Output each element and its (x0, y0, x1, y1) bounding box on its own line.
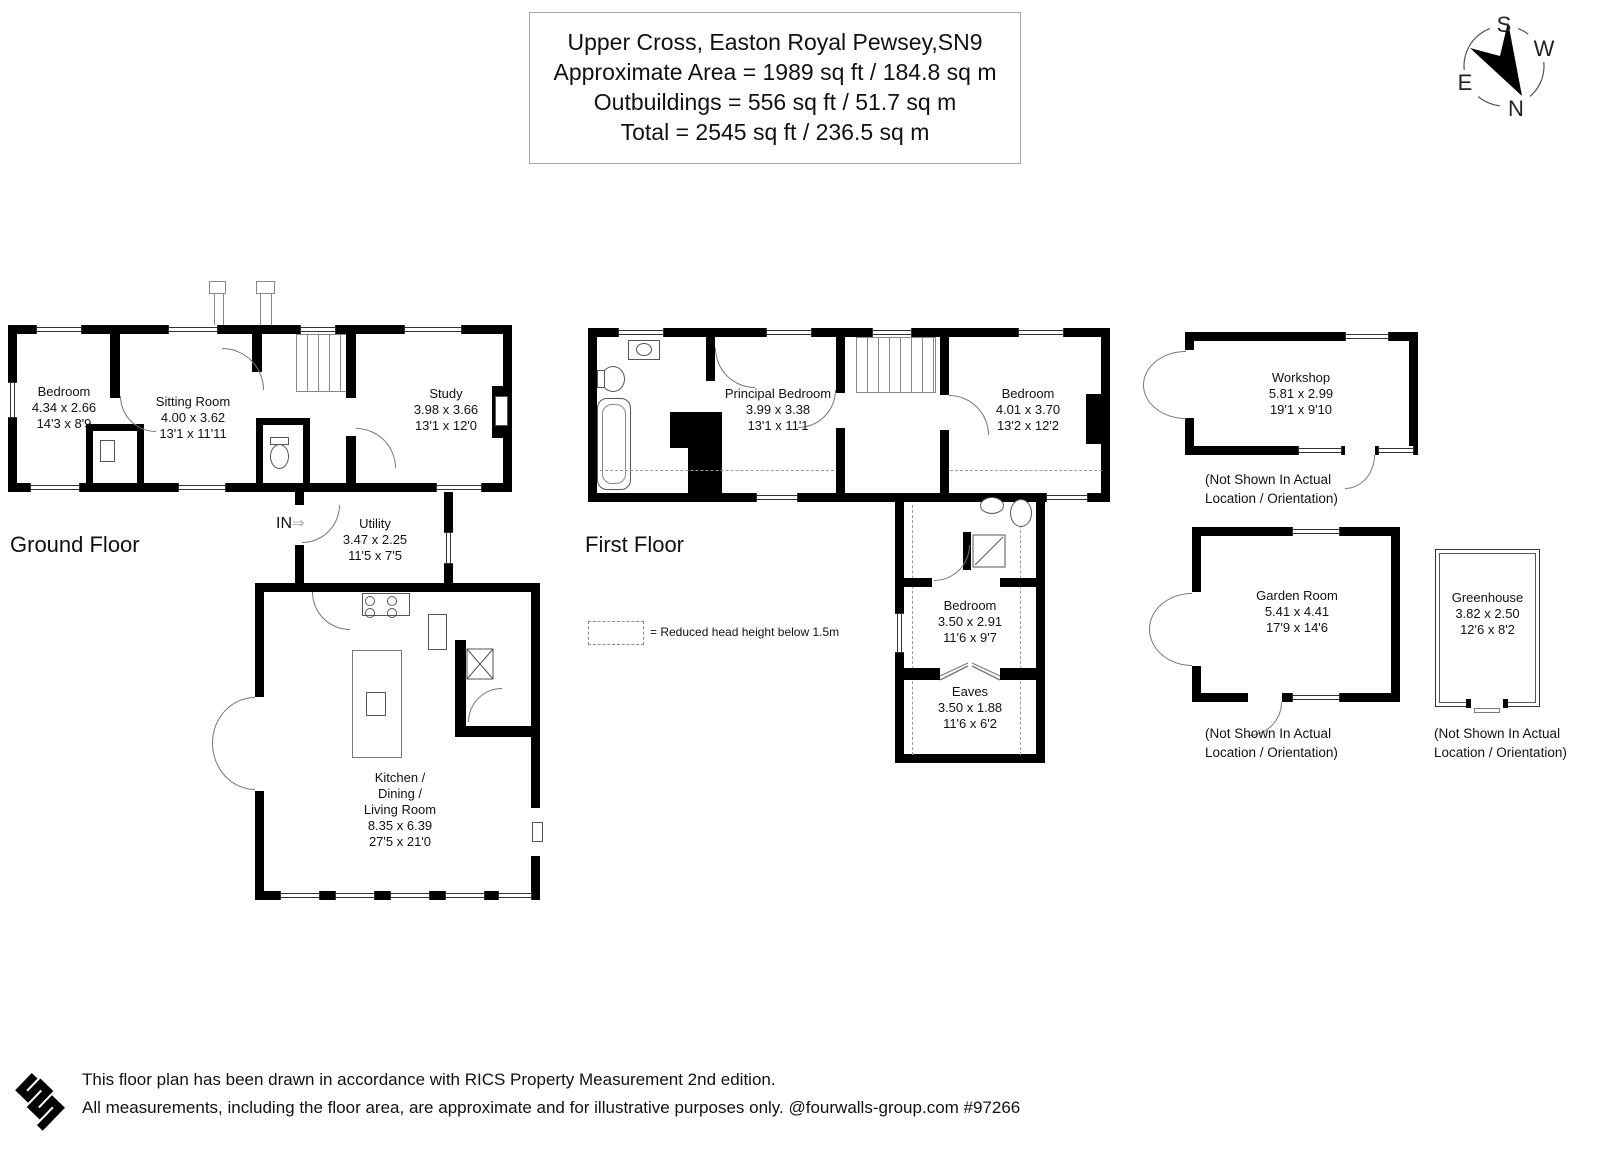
room-size-imperial: 17'9 x 14'6 (1265, 620, 1329, 635)
window (335, 891, 375, 900)
room-size-metric: 3.50 x 1.88 (937, 700, 1003, 715)
wall (1000, 578, 1036, 587)
footer-rics-note: This floor plan has been drawn in accordance with RICS Property Measurement 2nd edition. (82, 1070, 776, 1089)
sink-fixture (428, 614, 447, 650)
compass-s: S (1496, 12, 1512, 37)
room-size-imperial: 13'1 x 11'11 (159, 426, 227, 441)
toilet-fixture (1010, 499, 1032, 527)
window (168, 325, 218, 334)
toilet-cistern (270, 437, 289, 445)
basin-fixture (980, 497, 1004, 514)
window (498, 891, 532, 900)
window (1292, 693, 1340, 702)
title-total-area: Total = 2545 sq ft / 236.5 sq m (620, 119, 930, 145)
window (618, 328, 664, 337)
compass-w: W (1533, 36, 1555, 61)
room-label-bedroom (14, 384, 114, 432)
sink-fixture (532, 822, 543, 842)
ground-floor-label: Ground Floor (10, 532, 140, 557)
door-jamb (1503, 699, 1508, 708)
title-outbuildings-area: Outbuildings = 556 sq ft / 51.7 sq m (593, 89, 957, 115)
room-name: Dining / (377, 786, 423, 801)
title-address: Upper Cross, Easton Royal Pewsey,SN9 (567, 29, 983, 55)
staircase (296, 334, 348, 392)
room-name: Utility (359, 516, 391, 531)
window (1378, 446, 1414, 455)
room-size-imperial: 13'1 x 11'1 (747, 418, 809, 433)
wall (836, 428, 845, 495)
room-size-metric: 4.34 x 2.66 (31, 400, 97, 415)
room-size-metric: 8.35 x 6.39 (367, 818, 433, 833)
window (390, 891, 430, 900)
room-size-imperial: 13'1 x 12'0 (414, 418, 478, 433)
staircase (856, 337, 936, 393)
room-name: Principal Bedroom (724, 386, 832, 401)
wall (455, 640, 466, 736)
room-label-eaves (905, 684, 1035, 732)
french-door-arc (1149, 593, 1192, 629)
window (766, 328, 812, 337)
wall (688, 446, 722, 502)
reduced-head-height-line (950, 470, 1102, 471)
fourwalls-logo-icon (8, 1056, 68, 1146)
wall (1000, 668, 1036, 680)
room-size-imperial: 19'1 x 9'10 (1269, 402, 1333, 417)
window (36, 325, 82, 334)
stove-fixture (362, 593, 410, 616)
room-size-imperial: 11'6 x 6'2 (943, 716, 997, 731)
note-line: (Not Shown In Actual (1205, 472, 1332, 487)
wall (904, 668, 940, 680)
note-line: Location / Orientation) (1434, 745, 1567, 760)
room-label-workshop (1228, 370, 1374, 418)
window (436, 483, 482, 492)
workshop-location-note (1205, 470, 1338, 508)
room-label-utility (300, 516, 450, 564)
title-box (529, 12, 1021, 164)
window (445, 891, 485, 900)
door-opening (255, 697, 264, 791)
compass-e: E (1457, 70, 1473, 95)
wall (904, 578, 932, 587)
room-size-metric: 3.82 x 2.50 (1455, 606, 1520, 621)
toilet-cistern (597, 370, 605, 388)
window (1018, 328, 1064, 337)
window (756, 493, 798, 502)
island-sink-fixture (366, 692, 386, 716)
eaves-door-chevron (938, 662, 1002, 682)
room-size-imperial: 11'5 x 7'5 (348, 548, 402, 563)
room-name: Living Room (363, 802, 437, 817)
wall (706, 337, 715, 381)
door-opening (1345, 446, 1375, 455)
shower-fixture (972, 534, 1006, 568)
room-size-metric: 4.01 x 3.70 (995, 402, 1061, 417)
window (872, 328, 912, 337)
first-floor-label: First Floor (585, 532, 684, 557)
window (178, 483, 226, 492)
window (404, 325, 462, 334)
room-name: Bedroom (37, 384, 91, 399)
room-label-sitting-room (128, 394, 258, 442)
room-size-metric: 5.81 x 2.99 (1268, 386, 1334, 401)
window (1345, 332, 1389, 341)
room-name: Eaves (951, 684, 989, 699)
french-door-arc (1149, 629, 1192, 666)
french-door-arc (1143, 351, 1186, 385)
room-label-principal-bedroom (705, 386, 851, 434)
room-name: Study (429, 386, 463, 401)
room-name: Workshop (1271, 370, 1331, 385)
room-size-metric: 3.50 x 2.91 (937, 614, 1003, 629)
room-name: Garden Room (1256, 588, 1338, 603)
footer-measurements-note: All measurements, including the floor area, are approximate and for illustrative purposes only. @fourwalls-group.com #97266 (82, 1098, 1021, 1117)
greenhouse-step (1474, 708, 1500, 713)
sink-fixture (100, 440, 115, 462)
window (280, 891, 320, 900)
in-text: IN (276, 515, 292, 532)
compass-n: N (1508, 96, 1524, 121)
room-size-metric: 5.41 x 4.41 (1264, 604, 1330, 619)
window (300, 325, 336, 334)
wall (836, 337, 845, 393)
legend-swatch (588, 621, 644, 645)
room-size-imperial: 14'3 x 8'9 (36, 416, 92, 431)
chimney-cap (209, 281, 226, 294)
entrance-arrow-icon: ⇒ (292, 515, 305, 532)
wall (346, 436, 356, 492)
room-size-imperial: 11'6 x 9'7 (943, 630, 997, 645)
room-label-garden-room (1224, 588, 1370, 636)
room-size-metric: 4.00 x 3.62 (160, 410, 226, 425)
room-label-bedroom-lower (905, 598, 1035, 646)
french-door-arc (212, 697, 255, 743)
door-opening (1468, 698, 1506, 708)
wall (940, 430, 949, 495)
room-size-metric: 3.47 x 2.25 (342, 532, 408, 547)
room-label-kitchen (328, 770, 472, 850)
room-label-bedroom-right (958, 386, 1098, 434)
chimney-cap (256, 281, 275, 294)
greenhouse-location-note (1434, 724, 1567, 762)
window (895, 613, 904, 653)
garden-room-location-note (1205, 724, 1338, 762)
compass-icon (1452, 4, 1556, 122)
door-opening (1248, 693, 1282, 702)
room-name: Bedroom (943, 598, 997, 613)
loft-hatch (466, 648, 494, 680)
note-line: (Not Shown In Actual (1205, 726, 1332, 741)
door-opening (1185, 350, 1194, 418)
window (1292, 527, 1340, 536)
room-name: Bedroom (1001, 386, 1055, 401)
room-name: Greenhouse (1451, 590, 1524, 605)
title-approx-area: Approximate Area = 1989 sq ft / 184.8 sq m (553, 59, 997, 85)
legend-text: = Reduced head height below 1.5m (650, 625, 840, 639)
reduced-head-height-line (600, 470, 834, 471)
window (30, 483, 80, 492)
door-arc (1345, 455, 1375, 489)
bathtub-inner (602, 404, 626, 484)
room-label-study (388, 386, 504, 434)
door-opening (1192, 592, 1201, 666)
room-size-imperial: 13'2 x 12'2 (996, 418, 1060, 433)
room-size-imperial: 27'5 x 21'0 (368, 834, 432, 849)
door-jamb (1466, 699, 1471, 708)
basin-bowl (636, 343, 652, 356)
french-door-arc (212, 743, 255, 790)
window (1298, 446, 1342, 455)
french-door-arc (1143, 385, 1186, 419)
room-name: Kitchen / (374, 770, 426, 785)
room-size-imperial: 12'6 x 8'2 (1460, 622, 1515, 637)
room-size-metric: 3.98 x 3.66 (413, 402, 479, 417)
room-size-metric: 3.99 x 3.38 (745, 402, 811, 417)
note-line: Location / Orientation) (1205, 745, 1338, 760)
room-name: Sitting Room (155, 394, 231, 409)
room-label-greenhouse (1437, 590, 1538, 638)
wall (455, 726, 535, 737)
note-line: Location / Orientation) (1205, 491, 1338, 506)
toilet-fixture (270, 444, 289, 469)
wall (346, 334, 356, 398)
window (1046, 493, 1088, 502)
note-line: (Not Shown In Actual (1434, 726, 1561, 741)
wall (940, 337, 949, 395)
